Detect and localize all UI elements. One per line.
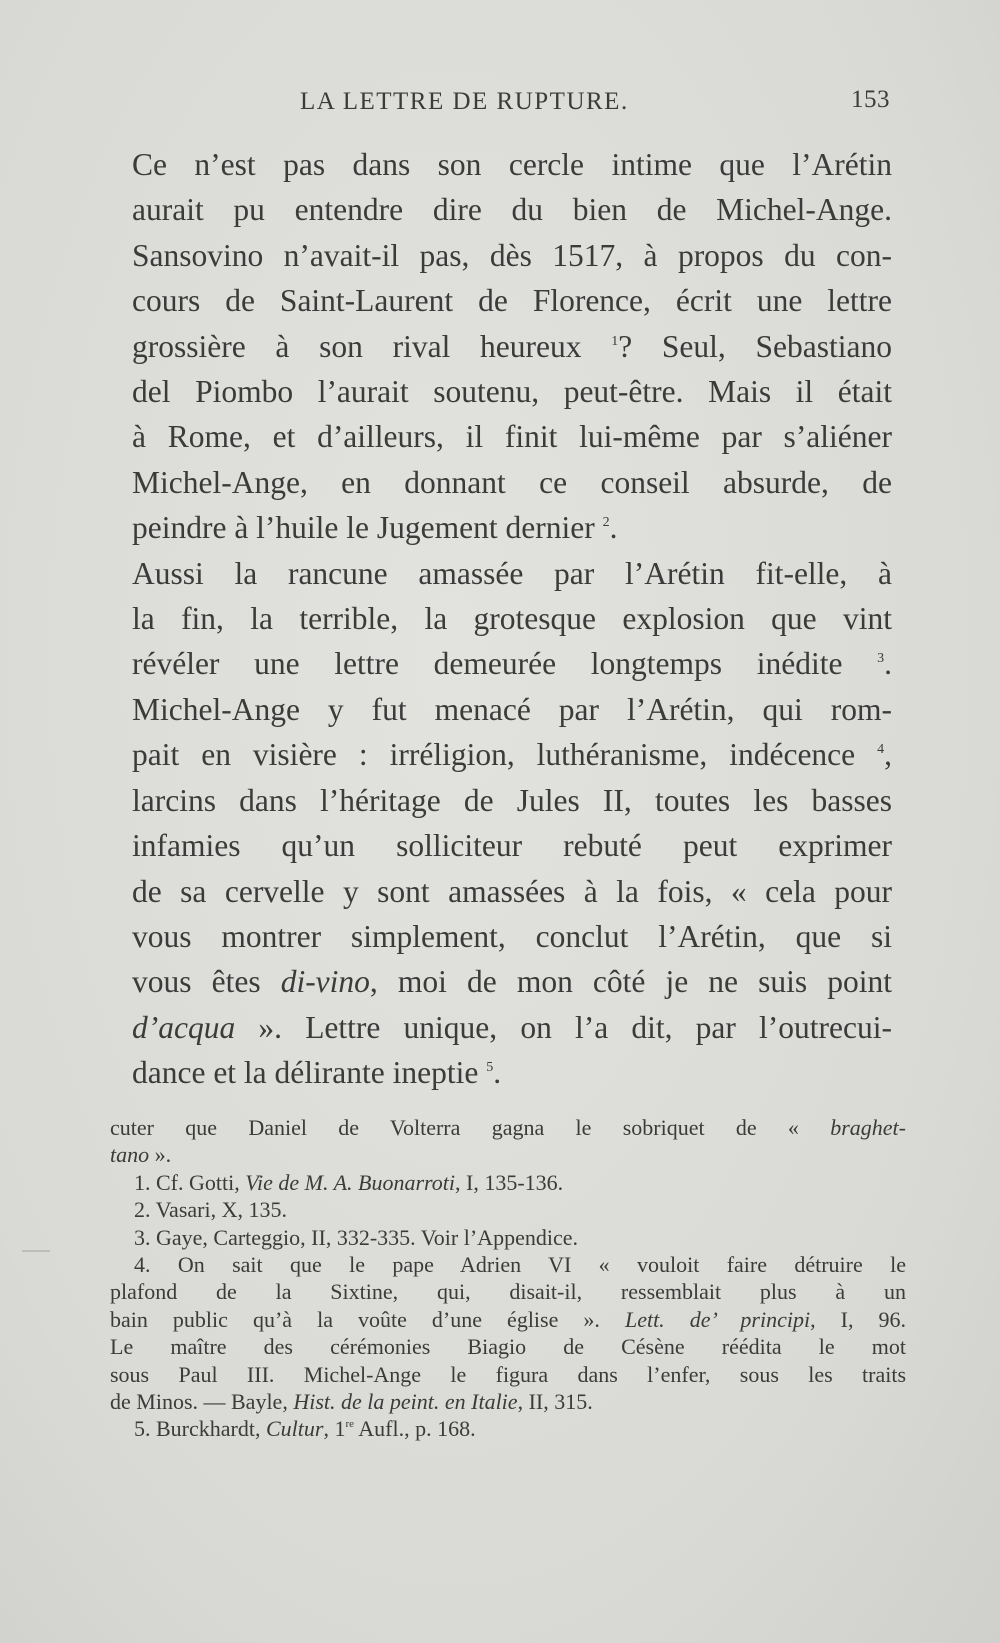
text-line: dance et la délirante ineptie $^5$. — [132, 1055, 502, 1091]
text-line: d’acqua ». Lettre unique, on l’a dit, par l’outrecui- — [132, 1009, 892, 1045]
text-line: vous êtes di-vino, moi de mon côté je ne suis point — [132, 964, 893, 1000]
text-line: la fin, la terrible, la grotesque explosion que vint — [132, 601, 892, 637]
text-line: de sa cervelle y sont amassées à la fois, « cela pour — [132, 873, 892, 909]
text-line: Michel-Ange, en donnant ce conseil absurde, de — [132, 464, 892, 500]
footnotes — [110, 1114, 906, 1443]
text-line: Sansovino n’avait-il pas, dès 1517, à propos du con- — [132, 237, 892, 273]
italic-word: d’acqua — [132, 1009, 236, 1045]
margin-mark — [22, 1250, 50, 1252]
text-line: grossière à son rival heureux $^1$? Seul, Sebastiano — [132, 328, 892, 364]
text-line: Ce n’est pas dans son cercle intime que l’Arétin — [132, 147, 892, 182]
footnote-line: bain public qu’à la voûte d’une église ». Lett. de’ principi, I, 96. — [110, 1306, 906, 1332]
footnote-3: 3. Gaye, Carteggio, II, 332-335. Voir l’Appendice. — [134, 1224, 578, 1250]
footnote-line: de Minos. — Bayle, Hist. de la peint. en Italie, II, 315. — [110, 1389, 593, 1415]
footnote-ref: 4 — [877, 742, 885, 758]
text-line: del Piombo l’aurait soutenu, peut-être. Mais il était — [132, 374, 892, 410]
footnote-2: 2. Vasari, X, 135. — [134, 1197, 287, 1223]
footnote-ref: 2 — [602, 515, 610, 531]
italic-word: di-vino — [280, 964, 370, 1000]
footnote-line: sous Paul III. Michel-Ange le figura dans l’enfer, sous les traits — [110, 1361, 906, 1387]
text-line: à Rome, et d’ailleurs, il finit lui-même par s’aliéner — [132, 419, 892, 455]
text-line: vous montrer simplement, conclut l’Arétin, que si — [132, 918, 892, 954]
footnote-1: 1. Cf. Gotti, Vie de M. A. Buonarroti, I, 135-136. — [134, 1169, 564, 1195]
text-line: cours de Saint-Laurent de Florence, écrit une lettre — [132, 283, 892, 319]
footnote-4: 4. On sait que le pape Adrien VI « vouloit faire détruire le — [134, 1252, 906, 1278]
text-line: peindre à l’huile le Jugement dernier $^2$. — [132, 510, 618, 546]
text-line: aurait pu entendre dire du bien de Michel-Ange. — [132, 192, 892, 228]
text-line: larcins dans l’héritage de Jules II, toutes les basses — [132, 782, 892, 818]
page-number: 153 — [851, 86, 890, 113]
running-title: LA LETTRE DE RUPTURE. — [300, 88, 629, 115]
text-line: pait en visière : irréligion, luthéranisme, indécence $^4$, — [132, 737, 892, 773]
footnote-5: 5. Burckhardt, Cultur, 1re Aufl., p. 168. — [134, 1416, 476, 1442]
footnote-ref: 5 — [486, 1060, 494, 1076]
paragraph-2 — [104, 551, 892, 1096]
text-line: Michel-Ange y fut menacé par l’Arétin, qui rom- — [132, 691, 892, 727]
footnote-line: tano ». — [110, 1142, 172, 1168]
footnote-ref: 3 — [877, 651, 885, 667]
text-line: révéler une lettre demeurée longtemps inédite $^3$. — [132, 646, 892, 682]
footnote-line: plafond de la Sixtine, qui, disait-il, ressemblait plus à un — [110, 1279, 906, 1305]
page-header — [300, 88, 890, 124]
footnote-line: cuter que Daniel de Volterra gagna le sobriquet de « braghet- — [110, 1115, 906, 1140]
text-line: infamies qu’un solliciteur rebuté peut exprimer — [132, 828, 892, 864]
footnote-line: Le maître des cérémonies Biagio de Césène réédita le mot — [110, 1334, 906, 1360]
body-text — [104, 142, 892, 1096]
footnote-ref: 1 — [611, 333, 619, 349]
text-line: Aussi la rancune amassée par l’Arétin fit-elle, à — [132, 555, 892, 591]
paragraph-1 — [104, 142, 892, 551]
